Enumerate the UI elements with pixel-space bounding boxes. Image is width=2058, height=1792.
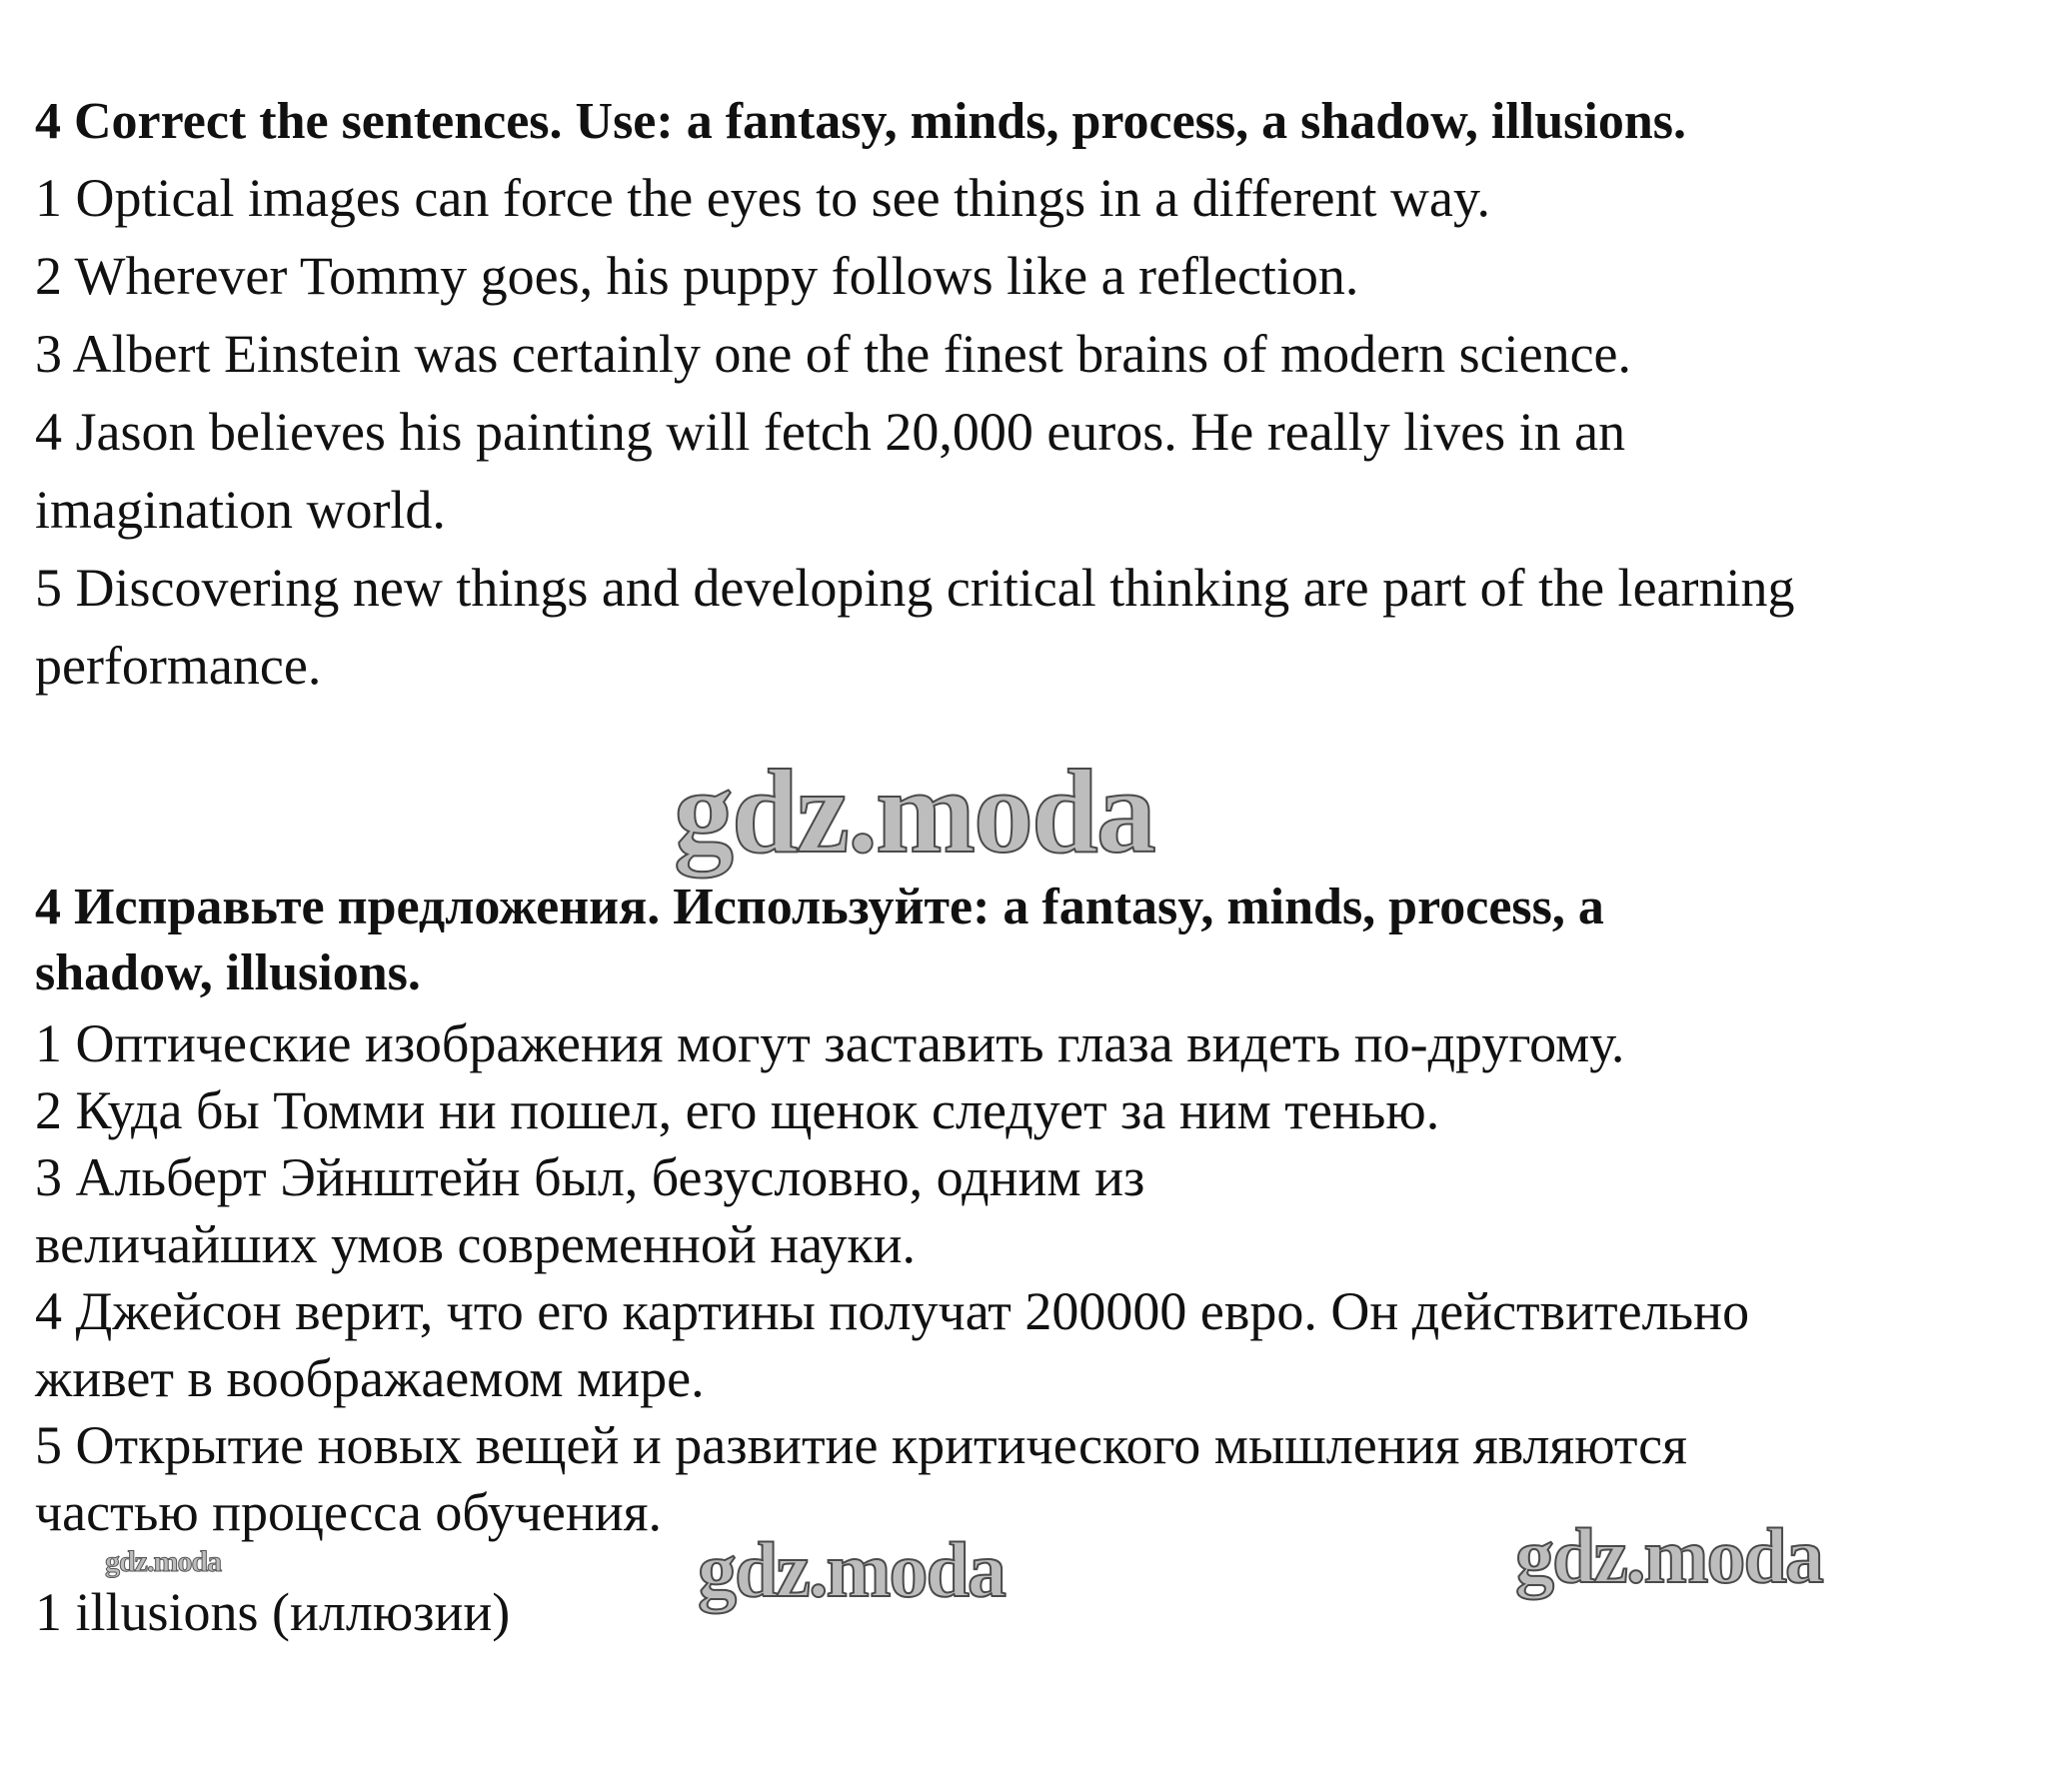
english-line-3: 3 Albert Einstein was certainly one of the finest brains of modern science. [35, 324, 1632, 384]
english-line-5-cont: performance. [35, 636, 322, 696]
russian-line-4-cont: живет в воображаемом мире. [35, 1348, 705, 1408]
english-heading: 4 Correct the sentences. Use: a fantasy, minds, process, a shadow, illusions. [35, 93, 1687, 150]
watermark-small: gdz.moda [105, 1545, 222, 1578]
russian-line-5-cont: частью процесса обучения. [35, 1482, 663, 1542]
english-line-1: 1 Optical images can force the eyes to see things in a different way. [35, 168, 1490, 228]
watermark-right: gdz.moda [1515, 1512, 1822, 1599]
english-line-2: 2 Wherever Tommy goes, his puppy follows like a reflection. [35, 246, 1359, 306]
russian-line-5: 5 Открытие новых вещей и развитие критического мышления являются [35, 1415, 1687, 1475]
russian-heading-line-1: 4 Исправьте предложения. Используйте: a fantasy, minds, process, a [35, 879, 1604, 935]
watermark-large: gdz.moda [674, 745, 1154, 878]
russian-line-1: 1 Оптические изображения могут заставить глаза видеть по-другому. [35, 1013, 1625, 1073]
english-line-4: 4 Jason believes his painting will fetch 20,000 euros. He really lives in an [35, 402, 1626, 462]
russian-line-3-cont: величайших умов современной науки. [35, 1214, 916, 1274]
watermark-middle: gdz.moda [698, 1526, 1005, 1613]
russian-line-4: 4 Джейсон верит, что его картины получат 200000 евро. Он действительно [35, 1281, 1750, 1341]
answer-line-1: 1 illusions (иллюзии) [35, 1582, 511, 1642]
english-line-5: 5 Discovering new things and developing critical thinking are part of the learning [35, 558, 1795, 618]
english-line-4-cont: imagination world. [35, 480, 446, 540]
russian-heading-line-2: shadow, illusions. [35, 944, 421, 1001]
russian-line-3: 3 Альберт Эйнштейн был, безусловно, одним из [35, 1147, 1145, 1207]
russian-line-2: 2 Куда бы Томми ни пошел, его щенок следует за ним тенью. [35, 1080, 1440, 1140]
